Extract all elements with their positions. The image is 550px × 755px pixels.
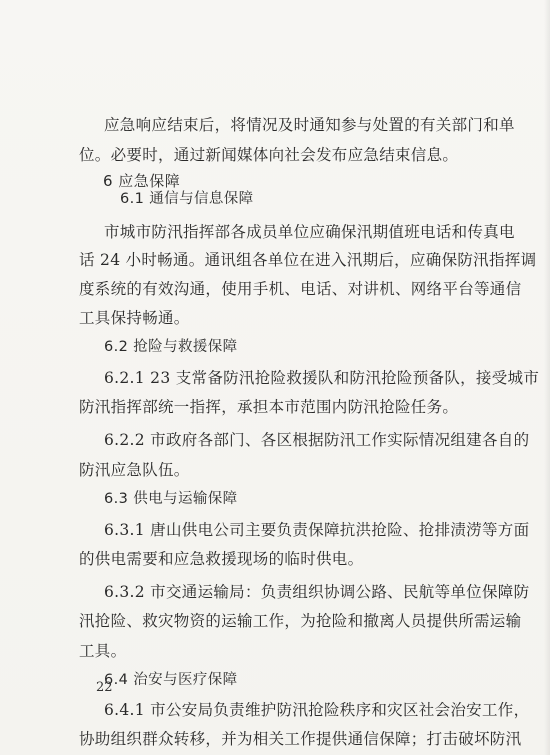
body-text-line: 6.2.2 市政府各部门、各区根据防汛工作实际情况组建各自的 bbox=[104, 431, 530, 449]
body-text-line: 度系统的有效沟通，使用手机、电话、对讲机、网络平台等通信 bbox=[79, 280, 522, 298]
body-text-line: 工具。 bbox=[79, 642, 127, 660]
body-text-line: 的供电需要和应急救援现场的临时供电。 bbox=[79, 550, 364, 568]
body-text-line: 应急响应结束后，将情况及时通知参与处置的有关部门和单 bbox=[104, 116, 515, 134]
body-text-line: 6.3.1 唐山供电公司主要负责保障抗洪抢险、抢排渍涝等方面 bbox=[104, 521, 530, 539]
body-text-line: 汛抢险、救灾物资的运输工作，为抢险和撤离人员提供所需运输 bbox=[79, 612, 522, 630]
subsection-heading: 6.1 通信与信息保障 bbox=[120, 191, 254, 207]
scan-edge-shadow bbox=[544, 0, 550, 755]
body-text-line: 市城市防汛指挥部各成员单位应确保汛期值班电话和传真电 bbox=[104, 223, 515, 241]
subsection-heading: 6.4 治安与医疗保障 bbox=[104, 672, 238, 688]
subsection-heading: 6.3 供电与运输保障 bbox=[104, 491, 238, 507]
page-number: 22 bbox=[96, 680, 113, 695]
body-text-line: 6.2.1 23 支常备防汛抢险救援队和防汛抢险预备队，接受城市 bbox=[104, 369, 540, 387]
body-text-line: 话 24 小时畅通。通讯组各单位在进入汛期后，应确保防汛指挥调 bbox=[79, 251, 537, 269]
section-heading: 6 应急保障 bbox=[103, 172, 181, 190]
subsection-heading: 6.2 抢险与救援保障 bbox=[104, 339, 238, 355]
body-text-line: 位。必要时，通过新闻媒体向社会发布应急结束信息。 bbox=[79, 146, 459, 164]
body-text-line: 6.3.2 市交通运输局：负责组织协调公路、民航等单位保障防 bbox=[104, 583, 530, 601]
body-text-line: 6.4.1 市公安局负责维护防汛抢险秩序和灾区社会治安工作， bbox=[104, 701, 530, 719]
body-text-line: 协助组织群众转移，并为相关工作提供通信保障；打击破坏防汛 bbox=[79, 730, 522, 748]
body-text-line: 工具保持畅通。 bbox=[79, 309, 190, 327]
body-text-line: 防汛应急队伍。 bbox=[79, 461, 190, 479]
body-text-line: 防汛指挥部统一指挥，承担本市范围内防汛抢险任务。 bbox=[79, 398, 459, 416]
